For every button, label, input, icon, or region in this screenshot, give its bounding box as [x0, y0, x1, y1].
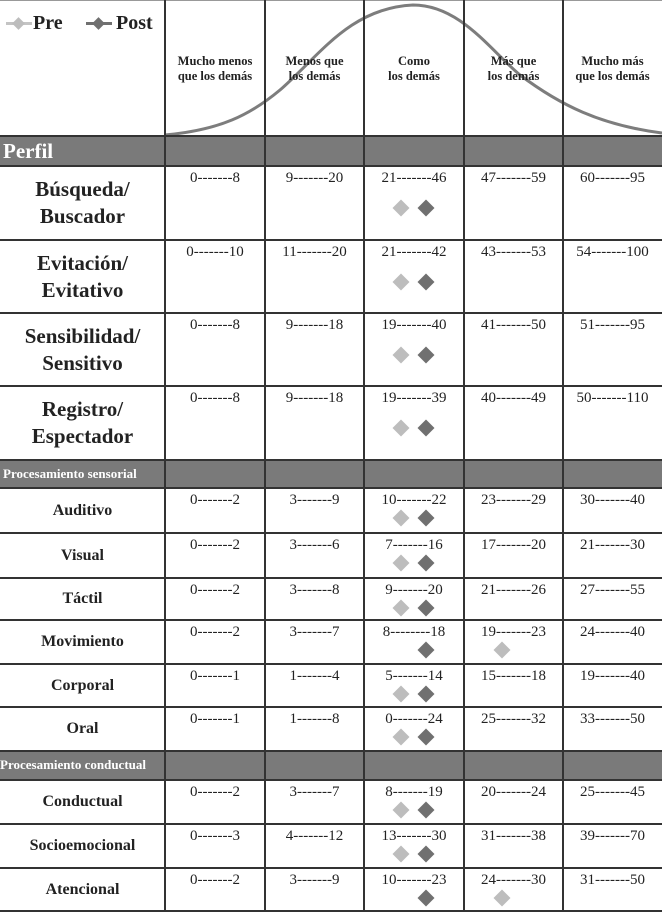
score-range-cell: 0-------2 [190, 784, 240, 800]
column-header-line1: Más que [490, 54, 537, 68]
score-range-cell: 1-------4 [289, 668, 340, 684]
column-header-menos [265, 54, 364, 84]
row-label-line1: Corporal [50, 676, 115, 694]
pre-marker-diamond-icon [393, 420, 410, 437]
post-marker-diamond-icon [418, 347, 435, 364]
pre-legend-label: Pre [33, 12, 63, 34]
row-label-line1: Oral [66, 720, 99, 737]
grid-line [463, 0, 465, 912]
column-header-line2: que los demás [575, 69, 650, 83]
score-range-cell: 21-------30 [580, 537, 645, 553]
column-header-mucho-mas [563, 54, 662, 84]
score-range-cell: 3-------6 [289, 537, 340, 553]
row-label-line1: Búsqueda/ [35, 177, 130, 201]
score-range-cell: 27-------55 [580, 582, 645, 598]
grid-line [264, 0, 266, 912]
grid-line [363, 0, 365, 912]
score-range-cell: 41-------50 [481, 317, 546, 333]
row-label [0, 546, 165, 566]
row-label [0, 501, 165, 521]
score-range-cell: 31-------50 [580, 872, 645, 888]
row-label [0, 589, 165, 609]
score-range-cell: 50-------110 [576, 390, 649, 406]
column-header-como [364, 54, 464, 84]
score-range-cell: 0-------1 [190, 668, 240, 684]
score-range-cell: 5-------14 [385, 668, 443, 684]
post-marker-diamond-icon [418, 274, 435, 291]
pre-marker-diamond-icon [393, 274, 410, 291]
row-label [0, 632, 165, 652]
row-label-line1: Visual [61, 546, 104, 564]
row-label [0, 176, 165, 230]
score-range-cell: 7-------16 [385, 537, 443, 553]
score-range-cell: 8-------19 [385, 784, 443, 800]
pre-marker-diamond-icon [393, 802, 410, 819]
score-range-cell: 0-------8 [190, 170, 240, 186]
section-title: Perfil [3, 139, 54, 163]
score-range-cell: 19-------23 [481, 624, 546, 640]
score-range-cell: 21-------42 [381, 244, 447, 260]
score-range-cell: 43-------53 [481, 244, 546, 260]
score-range-cell: 39-------70 [580, 828, 645, 844]
score-range-cell: 20-------24 [481, 784, 546, 800]
post-marker-diamond-icon [418, 555, 435, 572]
post-marker-diamond-icon [418, 890, 435, 907]
score-range-cell: 0-------2 [190, 537, 240, 553]
column-header-line2: los demás [388, 69, 440, 83]
score-range-cell: 47-------59 [481, 170, 546, 186]
row-label [0, 323, 165, 377]
score-range-cell: 13-------30 [381, 828, 447, 844]
score-range-cell: 9-------18 [285, 390, 344, 406]
section-title: Procesamiento conductual [0, 757, 146, 772]
score-range-cell: 23-------29 [481, 492, 546, 508]
score-range-cell: 9-------18 [285, 317, 344, 333]
score-range-cell: 1-------8 [289, 711, 340, 727]
row-label [0, 836, 165, 856]
pre-marker-diamond-icon [393, 600, 410, 617]
grid-line [562, 0, 564, 912]
post-marker-diamond-icon [418, 200, 435, 217]
score-range-cell: 3-------8 [289, 582, 340, 598]
score-range-cell: 19-------40 [580, 668, 645, 684]
post-marker-diamond-icon [418, 642, 435, 659]
score-range-cell: 0-------2 [190, 624, 240, 640]
score-range-cell: 10-------23 [381, 872, 447, 888]
row-label [0, 676, 165, 696]
score-range-cell: 21-------26 [481, 582, 546, 598]
score-range-cell: 33-------50 [580, 711, 645, 727]
pre-marker-diamond-icon [393, 846, 410, 863]
row-label-line1: Evitación/ [36, 251, 128, 275]
score-range-cell: 15-------18 [481, 668, 546, 684]
score-range-cell: 24-------30 [481, 872, 546, 888]
score-range-cell: 17-------20 [481, 537, 546, 553]
score-range-cell: 54-------100 [576, 244, 649, 260]
score-range-cell: 19-------39 [381, 390, 447, 406]
column-header-line2: que los demás [177, 69, 253, 83]
pre-marker-diamond-icon [393, 729, 410, 746]
score-range-cell: 0-------2 [190, 872, 240, 888]
pre-marker-diamond-icon [393, 510, 410, 527]
column-header-line2: los demás [288, 69, 341, 83]
row-label-line2: Espectador [31, 424, 134, 448]
post-legend-label: Post [116, 12, 153, 34]
score-range-cell: 51-------95 [580, 317, 645, 333]
post-marker-diamond-icon [418, 510, 435, 527]
column-header-line1: Mucho menos [177, 54, 253, 68]
row-label-line1: Movimiento [41, 633, 124, 650]
score-range-cell: 11-------20 [282, 244, 347, 260]
score-range-cell: 30-------40 [580, 492, 645, 508]
score-range-cell: 21-------46 [381, 170, 447, 186]
post-marker-diamond-icon [418, 729, 435, 746]
row-label-line1: Táctil [62, 590, 103, 607]
score-range-cell: 9-------20 [385, 582, 443, 598]
score-range-cell: 9-------20 [285, 170, 344, 186]
column-header-line1: Como [398, 54, 430, 68]
score-range-cell: 10-------22 [381, 492, 447, 508]
score-range-cell: 25-------45 [580, 784, 645, 800]
row-label-line1: Atencional [45, 880, 120, 898]
column-header-mas [464, 54, 563, 84]
row-label [0, 880, 165, 900]
row-label-line2: Evitativo [41, 278, 124, 302]
row-label [0, 792, 165, 812]
pre-marker-diamond-icon [393, 555, 410, 572]
post-marker-diamond-icon [418, 686, 435, 703]
score-range-cell: 25-------32 [481, 711, 546, 727]
score-range-cell: 3-------9 [289, 492, 340, 508]
column-header-mucho-menos [165, 54, 265, 84]
post-marker-diamond-icon [418, 420, 435, 437]
score-range-cell: 0-------8 [190, 390, 240, 406]
post-marker-diamond-icon [418, 846, 435, 863]
grid-line [164, 0, 166, 912]
score-range-cell: 0-------8 [190, 317, 240, 333]
score-range-cell: 0-------2 [190, 492, 240, 508]
score-range-cell: 0-------3 [190, 828, 240, 844]
row-label [0, 396, 165, 450]
score-range-cell: 19-------40 [381, 317, 447, 333]
row-label-line1: Registro/ [41, 397, 124, 421]
score-range-cell: 3-------7 [289, 624, 340, 640]
score-range-cell: 0-------1 [190, 711, 240, 727]
pre-marker-diamond-icon [393, 347, 410, 364]
row-label [0, 719, 165, 739]
column-header-line2: los demás [487, 69, 540, 83]
score-range-cell: 40-------49 [481, 390, 546, 406]
row-label-line1: Socioemocional [29, 837, 136, 854]
post-marker-diamond-icon [418, 600, 435, 617]
score-range-cell: 0-------24 [385, 711, 443, 727]
score-range-cell: 3-------9 [289, 872, 340, 888]
pre-marker-diamond-icon [393, 686, 410, 703]
row-label [0, 250, 165, 304]
row-label-line2: Buscador [39, 204, 126, 228]
column-header-line1: Mucho más [581, 54, 644, 68]
pre-marker-diamond-icon [493, 890, 510, 907]
pre-marker-diamond-icon [493, 642, 510, 659]
pre-marker-diamond-icon [393, 200, 410, 217]
score-range-cell: 24-------40 [580, 624, 645, 640]
row-label-line2: Sensitivo [42, 351, 123, 375]
score-range-cell: 3-------7 [289, 784, 340, 800]
row-label-line1: Auditivo [52, 501, 113, 519]
score-range-cell: 8--------18 [382, 624, 446, 640]
post-marker-diamond-icon [418, 802, 435, 819]
row-label-line1: Conductual [42, 793, 123, 810]
section-title: Procesamiento sensorial [3, 466, 137, 481]
column-header-line1: Menos que [285, 54, 344, 68]
score-range-cell: 0-------10 [186, 244, 244, 260]
score-range-cell: 31-------38 [481, 828, 546, 844]
score-range-cell: 60-------95 [580, 170, 645, 186]
score-range-cell: 0-------2 [190, 582, 240, 598]
score-range-cell: 4-------12 [285, 828, 344, 844]
row-label-line1: Sensibilidad/ [24, 324, 141, 348]
